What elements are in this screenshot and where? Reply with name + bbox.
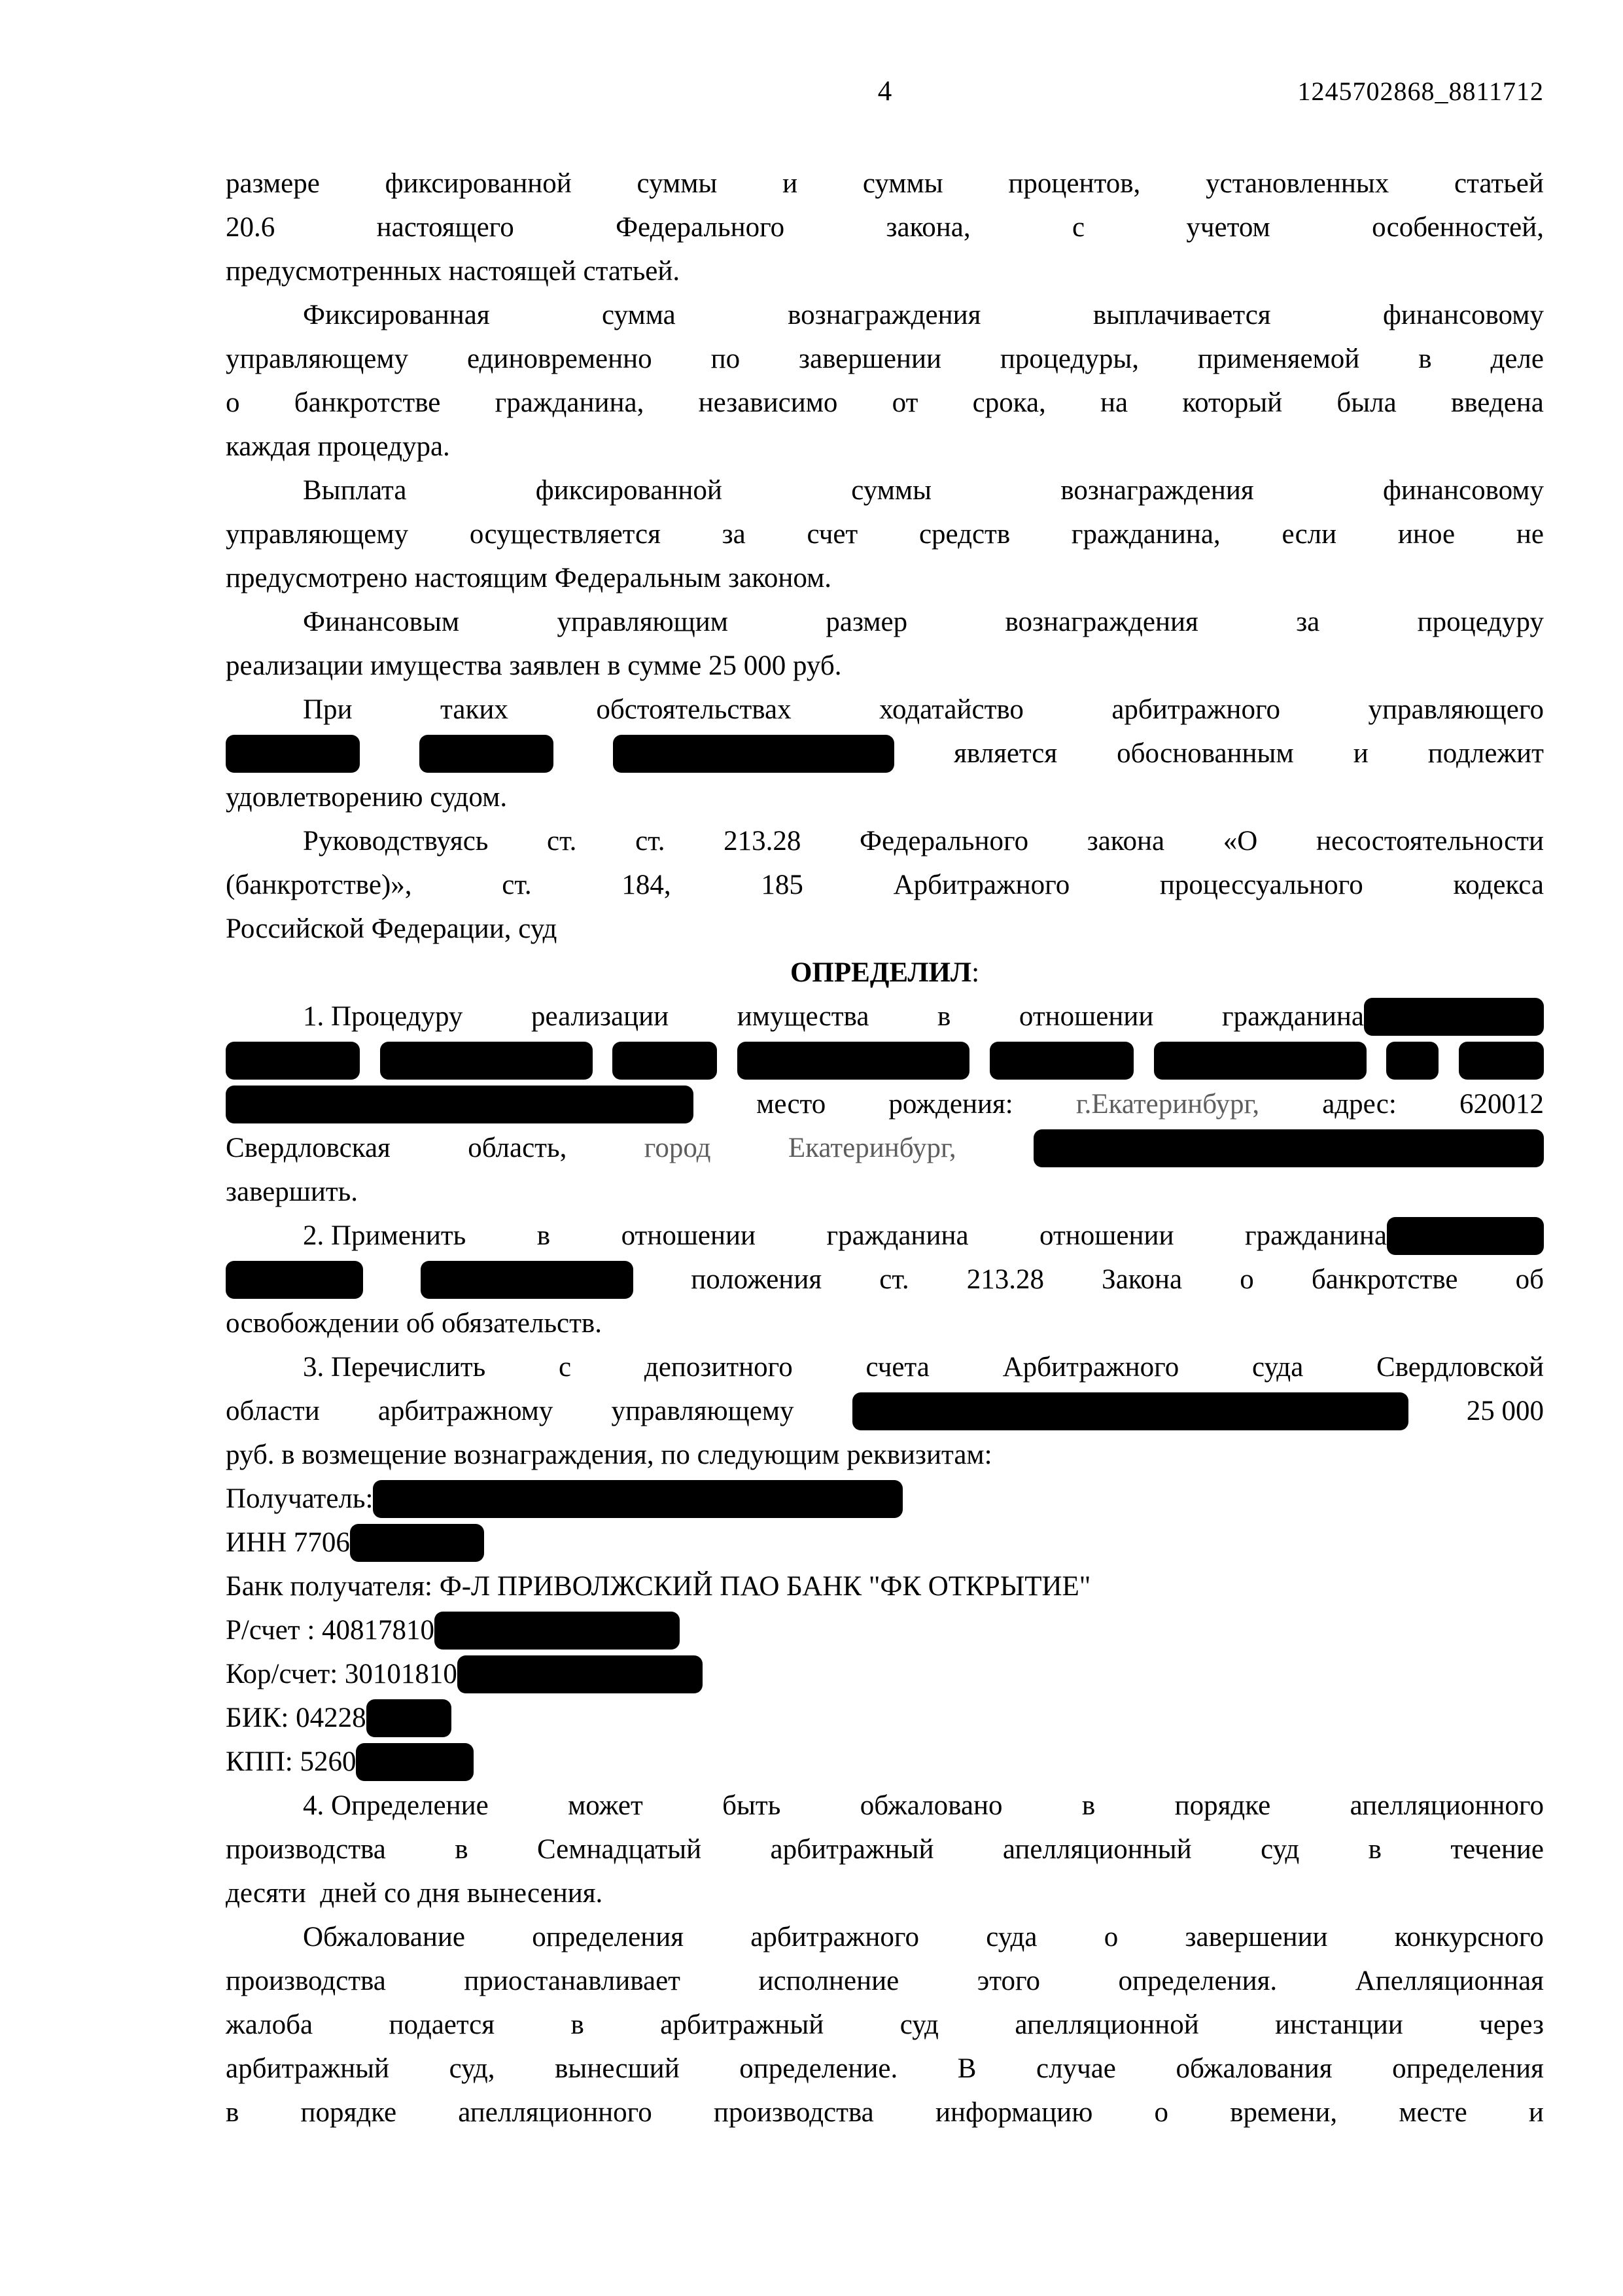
redaction-bar [1386,1042,1439,1080]
text-run: апелляционный [1002,1834,1192,1865]
document-id: 1245702868_8811712 [1297,77,1544,106]
text-run: Выплата [303,475,407,506]
text-run: Екатеринбург, [788,1133,956,1163]
redaction-bar [226,1042,360,1080]
text-run: гражданина [826,1220,969,1251]
text-run: 213.28 [966,1264,1045,1295]
text-run: управляющего [1368,694,1544,725]
text-run: гражданина [1221,1001,1364,1032]
text-run: обстоятельствах [596,694,792,725]
text-run: Кор/счет: 30101810 [226,1659,457,1689]
text-line [226,1828,1544,1871]
text-line [226,2047,1544,2091]
text-run: рождения: [888,1089,1013,1120]
text-run: течение [1450,1834,1544,1865]
text-run: кодекса [1453,870,1544,900]
text-run: обжаловано [860,1790,1003,1821]
text-run: управляющим [557,607,728,637]
text-run: в [937,1001,951,1032]
text-run: месте [1399,2097,1467,2128]
redaction-bar [226,735,360,773]
text-line [226,468,1544,512]
text-run: 25 000 [1466,1396,1544,1426]
text-run: предусмотренных настоящей статьей. [226,256,680,287]
text-run: информацию [935,2097,1093,2128]
text-run: арбитражный [660,2009,824,2040]
text-run: (банкротстве)», [226,870,412,900]
text-run: Российской Федерации, суд [226,913,557,944]
text-run: определения [1392,2053,1544,2084]
text-run: установленных [1206,168,1389,199]
text-run: арбитражный [770,1834,934,1865]
text-run: особенностей, [1372,212,1544,243]
redaction-bar [373,1480,903,1518]
text-run: апелляционного [458,2097,652,2128]
text-run: 1. Процедуру [303,1001,463,1032]
text-run: отношении [1039,1220,1174,1251]
text-run: отношении [621,1220,756,1251]
text-run: подлежит [1427,738,1544,769]
text-run: и [782,168,798,199]
text-run: закона [1087,826,1165,857]
text-run: случае [1036,2053,1116,2084]
text-run: 3. Перечислить [303,1352,486,1383]
text-run: 2. Применить [303,1220,466,1251]
text-line [226,1258,1544,1301]
text-run: гражданина, [495,387,644,418]
text-run: осуществляется [469,519,661,550]
text-run: гражданина, [1071,519,1221,550]
text-run: статьей [1454,168,1544,199]
redaction-bar [1387,1217,1544,1255]
redaction-bar [990,1042,1134,1080]
text-line [226,775,1544,819]
text-run: имущества [737,1001,869,1032]
text-run: порядке [300,2097,397,2128]
text-run: в [226,2097,239,2128]
text-run: : [971,957,980,988]
redaction-bar [1034,1129,1544,1167]
text-run: руб. в возмещение вознаграждения, по следующим реквизитам: [226,1439,992,1470]
text-run: завершении [1185,1922,1328,1952]
text-line [226,1345,1544,1389]
text-run: области [226,1396,320,1426]
text-run: от [892,387,918,418]
text-line [226,644,1544,688]
text-run: если [1282,519,1337,550]
text-run: ходатайство [879,694,1024,725]
text-run: каждая процедура. [226,431,450,462]
text-run: определения. [1118,1966,1278,1996]
text-run: отношении [1019,1001,1154,1032]
text-run: Закона [1102,1264,1183,1295]
redaction-bar [380,1042,593,1080]
text-run: завершении [799,344,941,374]
text-line [226,1082,1544,1126]
text-run: предусмотрено настоящим Федеральным законом. [226,563,832,593]
text-run: за [722,519,746,550]
text-run: десяти дней со дня вынесения. [226,1878,603,1909]
text-run: управляющему [226,344,409,374]
redaction-bar [421,1261,633,1299]
redaction-bar [1154,1042,1367,1080]
text-run: единовременно [467,344,652,374]
redaction-bar [457,1655,703,1693]
text-run: размере [226,168,320,199]
redaction-bar [737,1042,969,1080]
text-line [226,1126,1544,1170]
text-run: независимо [698,387,838,418]
text-run: арбитражному [377,1396,553,1426]
text-run: Апелляционная [1355,1966,1544,1996]
text-run: процентов, [1008,168,1141,199]
text-run: 620012 [1459,1089,1544,1120]
text-run: суммы [862,168,943,199]
text-run: инстанции [1275,2009,1403,2040]
text-line [226,1696,1544,1740]
text-line [226,1564,1544,1608]
text-run: 184, [621,870,671,900]
text-run: ст. [635,826,665,857]
text-run: Руководствуясь [303,826,489,857]
text-run: процессуального [1159,870,1363,900]
text-run: и [1528,2097,1544,2128]
text-line [226,293,1544,337]
text-run: ОПРЕДЕЛИЛ [790,957,972,988]
text-run: суд, [449,2053,495,2084]
text-line [226,1871,1544,1915]
text-line [226,556,1544,600]
text-run: может [568,1790,643,1821]
text-run: приостанавливает [464,1966,680,1996]
text-run: ст. [547,826,577,857]
text-run: настоящего [376,212,514,243]
text-line [226,1389,1544,1433]
text-run: не [1516,519,1544,550]
text-run: фиксированной [385,168,572,199]
text-run: фиксированной [535,475,722,506]
text-run: иное [1397,519,1456,550]
text-run: в [455,1834,468,1865]
text-run: деле [1490,344,1544,374]
text-run: апелляционного [1350,1790,1544,1821]
text-line [226,249,1544,293]
text-run: финансовому [1383,475,1544,506]
text-run: депозитного [644,1352,793,1383]
text-run: арбитражного [1111,694,1281,725]
text-run: о [226,387,240,418]
text-run: через [1479,2009,1544,2040]
text-line [226,162,1544,205]
text-run: закона, [886,212,971,243]
text-run: конкурсного [1394,1922,1544,1952]
text-run: Федерального [616,212,785,243]
text-run: обоснованным [1117,738,1294,769]
text-line [226,1915,1544,1959]
text-run: обжалования [1176,2053,1333,2084]
text-run: Арбитражного [1002,1352,1179,1383]
redaction-bar [1459,1042,1544,1080]
text-line [226,2003,1544,2047]
text-run: порядке [1174,1790,1271,1821]
text-line [226,1521,1544,1564]
text-run: ст. [502,870,532,900]
text-run: Свердловская [226,1133,391,1163]
text-run: исполнение [758,1966,899,1996]
text-line [226,907,1544,951]
text-run: 4. Определение [303,1790,489,1821]
text-run: Фиксированная [303,300,490,330]
text-run: в [1418,344,1432,374]
redaction-bar [356,1743,474,1781]
text-run: счет [807,519,858,550]
text-run: область, [468,1133,567,1163]
text-run: Арбитражного [893,870,1070,900]
text-run: срока, [972,387,1046,418]
text-run: и [1353,738,1369,769]
text-run: Банк получателя: Ф-Л ПРИВОЛЖСКИЙ ПАО БАНК "ФК ОТКРЫТИЕ" [226,1571,1091,1602]
text-line [226,2091,1544,2134]
text-line [226,1959,1544,2003]
redaction-bar [612,1042,717,1080]
text-run: вознаграждения [1005,607,1198,637]
text-run: 185 [761,870,803,900]
text-line [226,1433,1544,1477]
text-run: вознаграждения [788,300,981,330]
text-line [226,1784,1544,1828]
text-run: с [1072,212,1085,243]
text-run: по [710,344,741,374]
text-run: о [1104,1922,1119,1952]
text-run: При [303,694,353,725]
text-run: Свердловской [1376,1352,1544,1383]
text-run: производства [226,1834,386,1865]
text-run: размер [826,607,908,637]
text-run: является [954,738,1058,769]
text-run: Финансовым [303,607,460,637]
text-run: суда [986,1922,1038,1952]
text-with-redaction [1245,1214,1544,1258]
text-run: банкротстве [1311,1264,1458,1295]
text-run: жалоба [226,2009,313,2040]
text-run: суммы [851,475,932,506]
text-line [226,1214,1544,1258]
text-line [226,337,1544,381]
text-run: ИНН 7706 [226,1527,350,1558]
text-run: ст. [879,1264,909,1295]
text-run: «О [1223,826,1258,857]
text-run: реализации [531,1001,669,1032]
text-run: определения [532,1922,684,1952]
text-run: суд [1261,1834,1300,1865]
text-line [226,1301,1544,1345]
text-run: освобождении об обязательств. [226,1308,602,1339]
text-line [226,512,1544,556]
text-run: управляющему [611,1396,794,1426]
text-line [226,1608,1544,1652]
text-run: об [1515,1264,1544,1295]
text-run: несостоятельности [1316,826,1544,857]
text-run: Федерального [860,826,1029,857]
redaction-bar [434,1612,680,1650]
text-run: 20.6 [226,212,275,243]
text-run: средств [918,519,1011,550]
text-run: г.Екатеринбург, [1075,1089,1260,1120]
text-run: который [1182,387,1283,418]
text-run: Обжалование [303,1922,465,1952]
text-run: выплачивается [1092,300,1271,330]
text-run: положения [691,1264,822,1295]
text-run: суммы [637,168,718,199]
text-run: завершить. [226,1176,358,1207]
text-run: быть [722,1790,781,1821]
text-run: времени, [1230,2097,1338,2128]
text-run: о [1154,2097,1169,2128]
text-run: счета [865,1352,930,1383]
text-run: банкротстве [294,387,441,418]
text-run: этого [977,1966,1041,1996]
text-run: место [756,1089,826,1120]
text-line [226,819,1544,863]
text-run: в [1368,1834,1382,1865]
redaction-bar [226,1261,363,1299]
text-line [226,1170,1544,1214]
text-line [226,688,1544,732]
text-run: арбитражного [750,1922,919,1952]
text-run: удовлетворению судом. [226,782,508,813]
redaction-bar [1364,998,1544,1036]
text-run: гражданина [1244,1220,1387,1251]
text-run: Семнадцатый [536,1834,702,1865]
text-run: была [1336,387,1397,418]
text-run: введена [1450,387,1544,418]
text-run: Получатель: [226,1483,374,1514]
text-run: КПП: 5260 [226,1746,357,1777]
page-header [226,69,1544,115]
document-body [226,162,1544,2134]
text-run: производства [226,1966,386,1996]
text-line [226,951,1544,995]
text-run: суд [899,2009,939,2040]
text-run: В [957,2053,977,2084]
text-run: финансовому [1382,300,1544,330]
text-run: сумма [602,300,676,330]
text-line [226,381,1544,425]
page-number: 4 [877,76,892,107]
text-run: в [536,1220,551,1251]
text-run: определение. [739,2053,898,2084]
text-run: процедуру [1417,607,1544,637]
text-run: таких [440,694,508,725]
text-line [226,1740,1544,1784]
text-line [226,863,1544,907]
text-run: БИК: 04228 [226,1703,366,1733]
text-run: суда [1252,1352,1304,1383]
text-line [226,1038,1544,1082]
text-line [226,205,1544,249]
text-line [226,1652,1544,1696]
text-line [226,1477,1544,1521]
redaction-bar [366,1699,451,1737]
text-run: учетом [1186,212,1270,243]
text-run: вознаграждения [1060,475,1254,506]
text-run: апелляционной [1015,2009,1199,2040]
redaction-bar [350,1524,484,1562]
text-run: адрес: [1322,1089,1397,1120]
text-run: с [559,1352,572,1383]
text-line [226,600,1544,644]
text-line [226,995,1544,1038]
redaction-bar [852,1392,1408,1430]
text-run: арбитражный [226,2053,390,2084]
redaction-bar [419,735,553,773]
text-run: вынесший [555,2053,680,2084]
text-run: о [1240,1264,1254,1295]
text-run: 213.28 [724,826,801,857]
text-run: в [570,2009,584,2040]
redaction-bar [226,1086,693,1123]
text-run: Р/счет : 40817810 [226,1615,435,1646]
text-run: управляющему [226,519,409,550]
text-run: город [644,1133,711,1163]
text-with-redaction [1222,995,1544,1038]
text-run: реализации имущества заявлен в сумме 25 000 руб. [226,650,842,681]
text-run: в [1081,1790,1096,1821]
text-line [226,425,1544,468]
text-line [226,732,1544,775]
text-run: за [1296,607,1320,637]
text-run: подается [389,2009,495,2040]
text-run: применяемой [1197,344,1360,374]
text-run: на [1100,387,1128,418]
text-run: производства [713,2097,874,2128]
text-run: процедуры, [1000,344,1139,374]
redaction-bar [613,735,894,773]
